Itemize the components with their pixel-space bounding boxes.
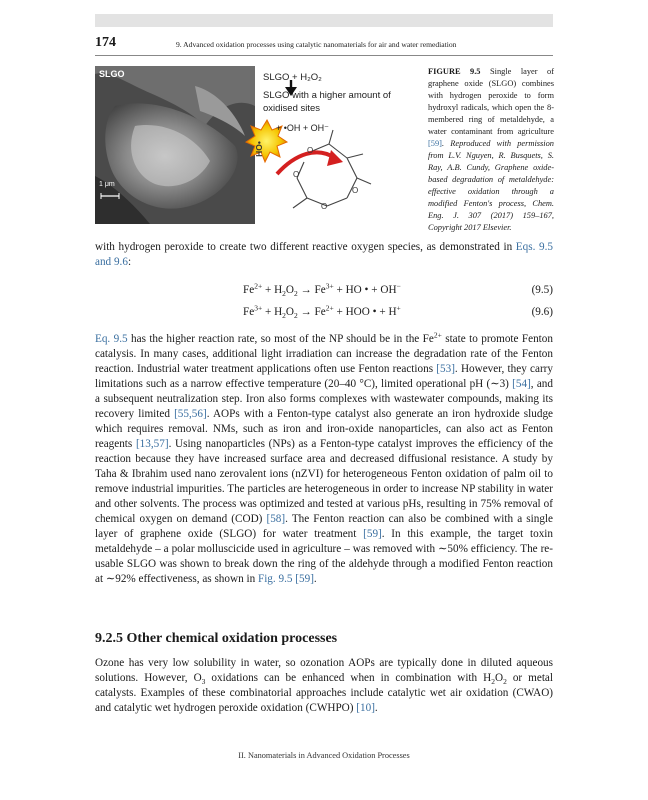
eq-ref-link[interactable]: Eq. 9.5 <box>95 333 128 345</box>
equation-number: (9.5) <box>531 284 553 296</box>
text-span: . In this example, the target toxin metaldehyde – a polar molluscicide used in agriculture – was removed with ∼50% efficiency. The re-usable SLGO was shown to break down the ring of the aldehyde through a modified Fenton reaction at ∼92% effectiveness, as shown in <box>95 528 554 585</box>
top-gray-bar <box>95 14 553 27</box>
ring-oxygen-label: O <box>352 186 359 195</box>
caption-text: Single layer of graphene oxide (SLGO) combines with hydrogen peroxide to form hydroxyl radicals, which open the 8-membered ring of metaldehyde, a water contaminant from agriculture <box>428 67 555 136</box>
ref-link[interactable]: [10] <box>356 702 375 714</box>
ref-link[interactable]: [54] <box>512 378 531 390</box>
cleavage-arrow-icon <box>277 152 335 174</box>
section-heading: 9.2.5 Other chemical oxidation processes <box>95 631 338 646</box>
intro-paragraph <box>95 240 553 270</box>
equation-9-5 <box>95 281 553 300</box>
figure-label: FIGURE 9.5 <box>428 67 481 76</box>
ring-oxygen-label: O <box>307 146 314 155</box>
page-footer: II. Nanomaterials in Advanced Oxidation Processes <box>238 751 410 760</box>
eq-ref-link[interactable]: Eqs. 9.5 and 9.6 <box>95 241 553 268</box>
ref-link[interactable]: [55,56] <box>174 408 207 420</box>
scale-bar-label: 1 μm <box>99 181 115 188</box>
reaction-reactants: SLGO + H₂O₂ <box>263 72 322 83</box>
ref-link[interactable]: [59] <box>295 573 314 585</box>
fig-ref-link[interactable]: Fig. 9.5 <box>257 573 293 585</box>
ref-link[interactable]: [58] <box>266 513 286 525</box>
figure-9-5 <box>95 66 417 224</box>
ozone-paragraph <box>95 656 553 716</box>
caption-credit: . Reproduced with permission from L.V. Nguyen, R. Busquets, S. Ray, A.B. Cundy, Graphene oxide-based degradation of metaldehyde: effective oxidation through a modified Fenton's process, Chem. Eng. J. 307 (2017) 159–167, Copyright 2017 Elsevier. <box>428 139 554 232</box>
subscript: 2 <box>503 677 507 687</box>
figure-caption <box>428 66 554 234</box>
equation-9-6 <box>95 303 553 322</box>
text-span: has the higher reaction rate, so most of the NP should be in the Fe <box>127 333 434 345</box>
text-span: . However, they carry limitations such as a narrow effective temperature (20–40 °C), limited operational pH (∼3) <box>95 363 553 390</box>
reaction-radicals: + •OH + OH⁻ <box>276 123 329 133</box>
metaldehyde-ring <box>293 130 371 208</box>
text-span: , and a subsequent neutralization step. Iron also forms complexes with wastewater compounds, making its recovery limited <box>95 378 553 420</box>
slgo-tag: SLGO <box>99 69 125 79</box>
equation-body: $Fe^{2+} + H_2O_2 \to Fe^{3+}$ + HO • + OH− <box>243 281 401 299</box>
ref-link[interactable]: [13,57] <box>135 438 169 450</box>
reaction-product-line2: oxidised sites <box>263 103 321 114</box>
reaction-product-line1: SLGO with a higher amount of <box>263 90 391 101</box>
ref-link[interactable]: [59] <box>363 528 382 540</box>
text-span: . AOPs with a Fenton-type catalyst also generate an iron hydroxide sludge which requires removal. NMs, such as iron and iron-oxide nanoparticles, can also act as Fenton reagents <box>95 408 554 450</box>
equation-number: (9.6) <box>531 306 553 318</box>
text-span: O <box>494 672 504 684</box>
text-span: . <box>374 702 378 714</box>
intro-text: with hydrogen peroxide to create two different reactive oxygen species, as demonstrated in <box>95 241 516 253</box>
text-span: or metal catalysts. Examples of these combinatorial approaches include catalytic wet air oxidation (CWAO) and catalytic wet hydrogen peroxide oxidation (CWHPO) <box>95 672 554 714</box>
text-span: . <box>313 573 317 585</box>
page-number: 174 <box>95 35 116 50</box>
main-paragraph <box>95 332 553 587</box>
subscript: 3 <box>201 677 206 687</box>
text-span: oxidations can be enhanced when in combination with H <box>205 672 492 684</box>
equation-body: $Fe^{3+} + H_2O_2 \to Fe^{2+}$ + HOO • + H+ <box>243 303 401 321</box>
ring-oxygen-label: O <box>321 202 328 211</box>
ref-link[interactable]: [53] <box>436 363 455 375</box>
intro-text-end: : <box>127 256 132 268</box>
ring-oxygen-label: O <box>293 170 300 179</box>
superscript: 2+ <box>433 330 442 340</box>
caption-ref-link[interactable]: [59] <box>428 139 442 148</box>
hydroxyl-radical-label: HO• <box>253 141 264 157</box>
text-span: state to promote Fenton catalysis. In many cases, additional light irradiation can increase the degradation rate of the Fenton reaction. Industrial water treatment applications often use Fenton reactions <box>95 333 553 375</box>
text-span: . Using nanoparticles (NPs) as a Fenton-type catalyst improves the efficiency of the reaction because they have increased surface area and decreased diffusional resistance. A study by Taha & Ibrahim used nano zerovalent ions (nZVI) for heterogeneous Fenton oxidation of palm oil to remove industrial impurities. The particles are heterogeneous in order to increase NP stability in water and other solvents. The process was optimized and tested at various pHs, resulting in 75% removal of chemical oxygen on demand (COD) <box>95 438 553 525</box>
subscript: 2 <box>491 677 495 687</box>
running-title: 9. Advanced oxidation processes using catalytic nanomaterials for air and water remediation <box>176 40 457 49</box>
text-span: . The Fenton reaction can also be combined with a single layer of graphene oxide (SLGO) for water treatment <box>95 513 553 540</box>
text-span: Ozone has very low solubility in water, so ozonation AOPs are typically done in diluted aqueous solutions. However, O <box>95 657 553 684</box>
page-header <box>95 35 553 56</box>
